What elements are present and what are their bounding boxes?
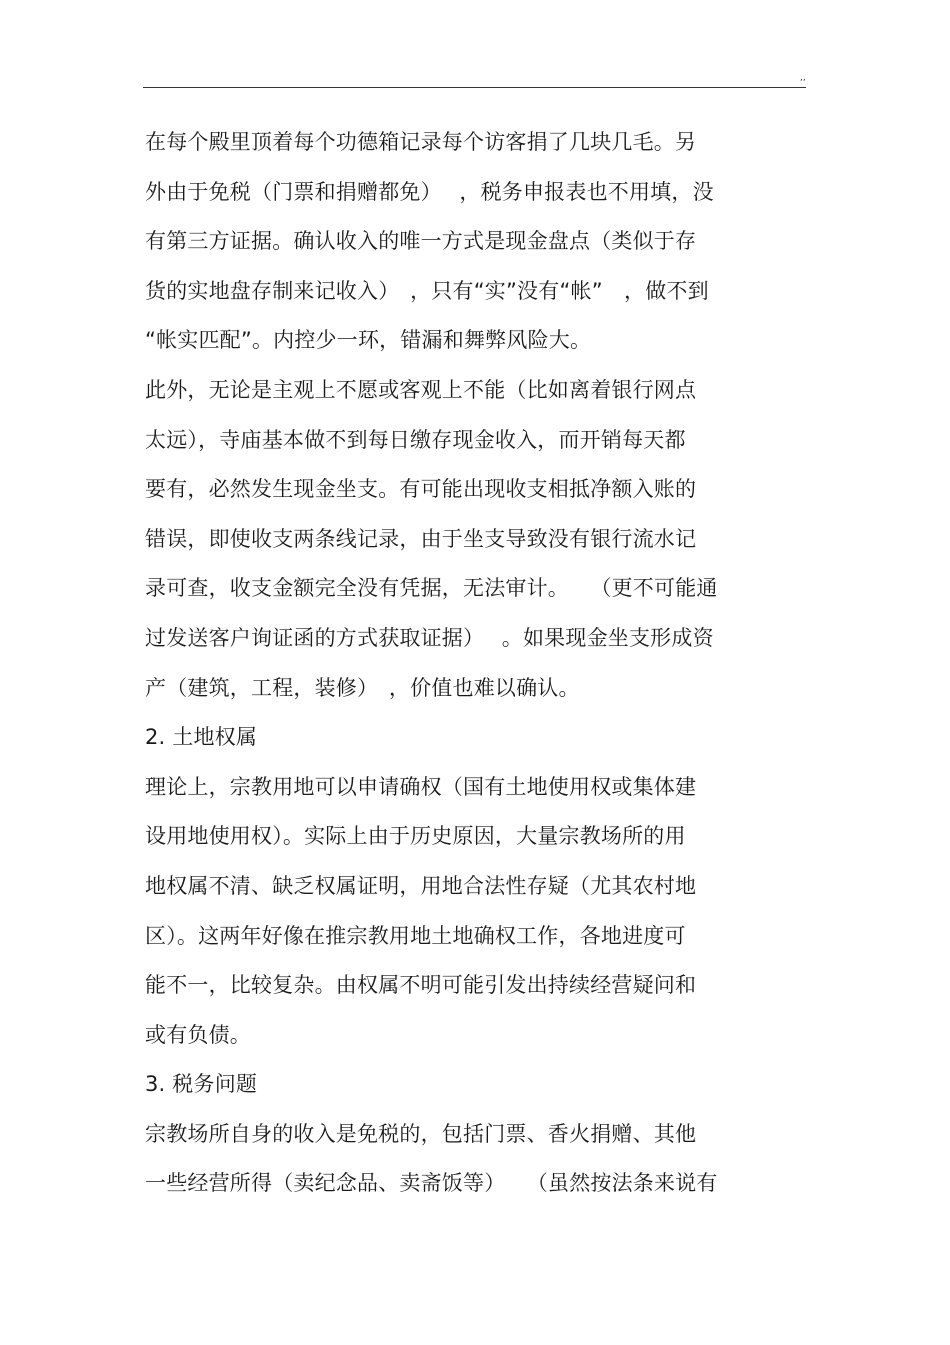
text-line: 录可查，收支金额完全没有凭据，无法审计。 （更不可能通: [145, 576, 718, 601]
text-line: 能不一，比较复杂。由权属不明可能引发出持续经营疑问和: [145, 973, 697, 998]
text-line: 宗教场所自身的收入是免税的，包括门票、香火捐赠、其他: [145, 1121, 697, 1146]
section-heading-tax: 3. 税务问题: [145, 1072, 258, 1097]
text-line: 设用地使用权）。实际上由于历史原因，大量宗教场所的用: [145, 824, 686, 849]
text-line: 有第三方证据。确认收入的唯一方式是现金盘点（类似于存: [145, 229, 697, 254]
text-line: 在每个殿里顶着每个功德箱记录每个访客捐了几块几毛。另: [145, 130, 697, 154]
text-line: 此外，无论是主观上不愿或客观上不能（比如离着银行网点: [145, 377, 697, 402]
text-line: 产（建筑，工程，装修） ，价值也难以确认。: [145, 675, 580, 700]
text-line: 太远），寺庙基本做不到每日缴存现金收入，而开销每天都: [145, 427, 686, 452]
text-line: “帐实匹配”。内控少一环，错漏和舞弊风险大。: [145, 328, 592, 353]
text-line: 要有，必然发生现金坐支。有可能出现收支相抵净额入账的: [145, 477, 697, 502]
text-line: 或有负债。: [145, 1022, 251, 1047]
header-mark: ,,: [800, 73, 806, 83]
text-line: 过发送客户询证函的方式获取证据） 。如果现金坐支形成资: [145, 625, 714, 650]
text-line: 理论上，宗教用地可以申请确权（国有土地使用权或集体建: [145, 774, 697, 799]
section-heading-land: 2. 土地权属: [145, 725, 258, 750]
text-line: 货的实地盘存制来记收入） ，只有“实”没有“帐” ，做不到: [145, 278, 709, 303]
text-line: 地权属不清、缺乏权属证明，用地合法性存疑（尤其农村地: [145, 873, 697, 898]
text-line: 一些经营所得（卖纪念品、卖斋饭等） （虽然按法条来说有: [145, 1171, 718, 1196]
body-text: [145, 120, 825, 1211]
text-line: 外由于免税（门票和捐赠都免） ，税务申报表也不用填，没: [145, 179, 714, 204]
text-line: 区）。这两年好像在推宗教用地土地确权工作，各地进度可: [145, 923, 686, 948]
text-line: 错误，即使收支两条线记录，由于坐支导致没有银行流水记: [145, 526, 697, 551]
header-rule: [143, 87, 806, 88]
